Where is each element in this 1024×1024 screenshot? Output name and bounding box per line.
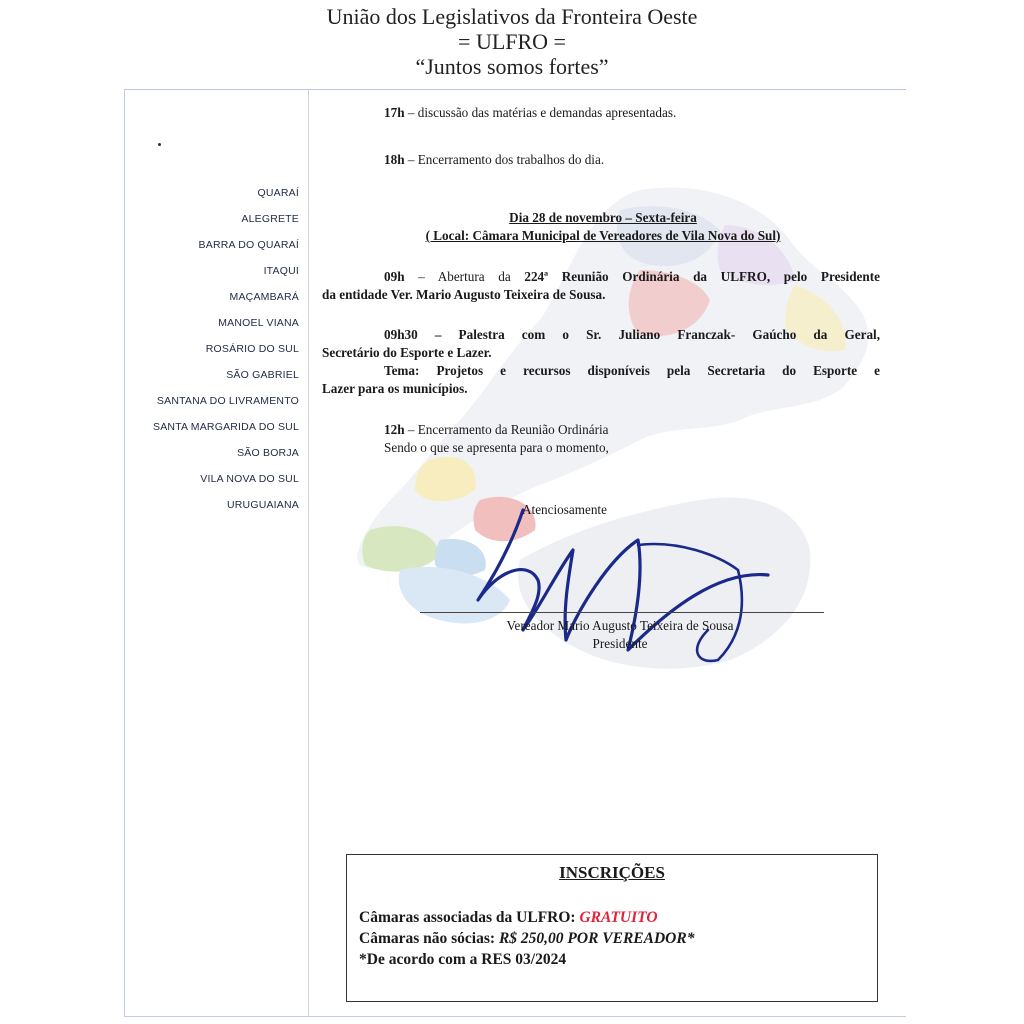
lecture-theme: Tema: Projetos e recursos disponíveis pela Secretaria do Esporte e [384,363,880,378]
municipality-item: ALEGRETE [241,213,299,225]
registration-title: INSCRIÇÕES [559,863,665,882]
municipality-item: QUARAÍ [257,187,299,199]
time-label: 18h [384,152,405,167]
schedule-text: – Abertura da [404,269,525,284]
meeting-president: da entidade Ver. Mario Augusto Teixeira de Sousa. [322,287,606,302]
registration-box [346,854,878,1002]
frame-bottom-border [124,1016,906,1017]
lecture-secretary: Secretário do Esporte e Lazer. [322,345,492,360]
municipality-item: SÃO GABRIEL [226,369,299,381]
nonmembers-price: R$ 250,00 POR VEREADOR* [498,930,695,947]
members-price: GRATUITO [579,909,658,926]
municipality-item: SANTA MARGARIDA DO SUL [153,421,299,433]
municipality-item: ROSÁRIO DO SUL [205,343,299,355]
nonmembers-label: Câmaras não sócias: [359,930,499,947]
frame-left-border [124,89,125,1017]
schedule-item-18h [384,151,604,169]
municipality-item: MANOEL VIANA [218,317,299,329]
municipality-item: MAÇAMBARÁ [229,291,299,303]
signatory-role: Presidente [592,636,648,651]
schedule-text: – Encerramento dos trabalhos do dia. [404,152,605,167]
registration-lines [359,907,694,970]
schedule-item-12h [384,421,609,457]
signatory-block [470,617,770,653]
schedule-text: – discussão das matérias e demandas apresentadas. [404,105,677,120]
schedule-item-17h [384,104,676,122]
greeting: Atenciosamente [522,502,607,517]
time-label: 17h [384,105,405,120]
day-heading-block [320,209,886,245]
municipality-item: VILA NOVA DO SUL [200,473,299,485]
day-heading: Dia 28 de novembro – Sexta-feira [509,210,697,225]
time-label: 09h [384,269,405,284]
municipality-item: SANTANA DO LIVRAMENTO [156,395,299,407]
municipality-item: BARRA DO QUARAÍ [198,239,299,251]
stray-dot [158,143,161,146]
members-label: Câmaras associadas da ULFRO: [359,909,580,926]
municipality-item: SÃO BORJA [237,447,299,459]
meeting-title: 224ª Reunião Ordinária da ULFRO, pelo Presidente [524,269,880,284]
signature-line [420,612,824,613]
letterhead [0,4,1024,79]
schedule-text: – Encerramento da Reunião Ordinária [404,422,609,437]
schedule-item-09h [322,268,880,304]
organization-motto: “Juntos somos fortes” [415,54,609,79]
lecture-theme-cont: Lazer para os municípios. [322,381,468,396]
lecture-line: 09h30 – Palestra com o Sr. Juliano Franczak- Gaúcho da Geral, [384,327,880,342]
organization-acronym: = ULFRO = [458,29,566,54]
time-label: 12h [384,422,405,437]
column-divider [308,89,309,1017]
schedule-item-0930 [322,326,880,398]
municipality-item: URUGUAIANA [226,499,299,511]
closing-sentence: Sendo o que se apresenta para o momento, [384,440,609,455]
frame-top-border [124,89,906,90]
signatory-name: Vereador Mario Augusto Teixeira de Sousa [506,618,734,633]
municipality-item: ITAQUI [263,265,299,277]
municipality-list [153,183,299,521]
location-heading: ( Local: Câmara Municipal de Vereadores de Vila Nova do Sul) [425,228,781,243]
resolution-note: *De acordo com a RES 03/2024 [359,951,567,968]
organization-name: União dos Legislativos da Fronteira Oeste [326,4,698,29]
